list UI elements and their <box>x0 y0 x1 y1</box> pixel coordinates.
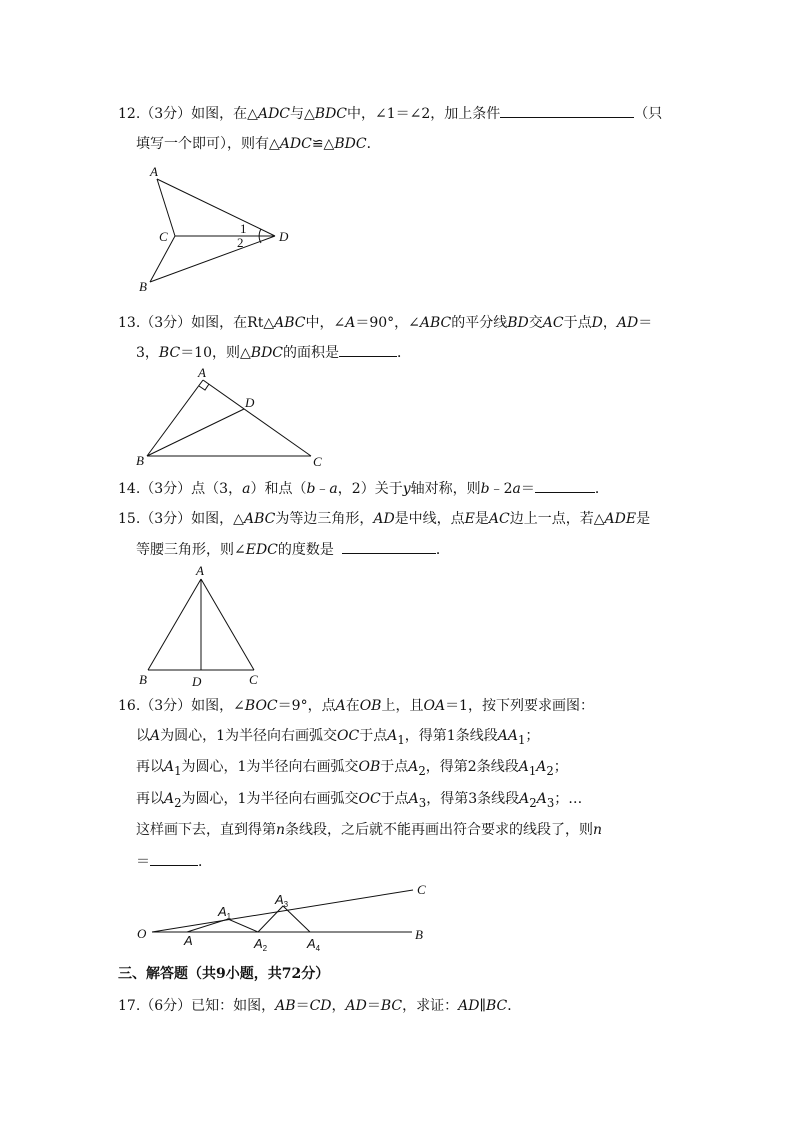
q16-label-A4: $A_4$ <box>307 936 321 953</box>
q12-line1: 12.（3分）如图，在△ADC与△BDC中，∠1＝∠2，加上条件 （只 <box>118 103 662 124</box>
q16-line3: 再以$A_1$为圆心，1为半径向右画弧交OB于点$A_2$，得第2条线段$A_1A_2$； <box>136 759 568 778</box>
q15-line2: 等腰三角形，则∠EDC的度数是 ． <box>136 539 450 560</box>
q13-seg-BD <box>147 409 244 456</box>
q12-label-B: B <box>139 279 147 294</box>
q16-line6: ＝ ． <box>136 851 212 872</box>
q12-seg-AC <box>157 179 175 236</box>
q17-line: 17.（6分）已知：如图，AB＝CD，AD＝BC，求证：AD∥BC． <box>118 998 522 1014</box>
q13-label-D: D <box>245 395 255 410</box>
q13-figure <box>130 365 330 475</box>
q13-label-C: C <box>313 454 322 469</box>
q12-answer-blank[interactable] <box>500 103 634 118</box>
q15-label-D: D <box>192 674 202 689</box>
q16-label-A: A <box>184 933 193 948</box>
q12-figure <box>130 160 310 295</box>
q12-line2: 填写一个即可），则有△ADC≌△BDC． <box>136 136 381 152</box>
q14-answer-blank[interactable] <box>535 478 595 493</box>
q12-seg-AD <box>157 179 275 236</box>
q12-label-1: 1 <box>240 221 247 236</box>
q16-line4: 再以$A_2$为圆心，1为半径向右画弧交OC于点$A_3$，得第3条线段$A_2A_3$；… <box>136 791 583 810</box>
section-3-title: 三、解答题（共9小题，共72分） <box>118 966 330 982</box>
q16-figure <box>130 876 440 956</box>
q16-label-A1: $A_1$ <box>218 904 232 921</box>
q15-seg-AC <box>201 579 254 670</box>
q15-line1: 15.（3分）如图，△ABC为等边三角形，AD是中线，点E是AC边上一点，若△ADE是 <box>118 511 651 527</box>
q16-line1: 16.（3分）如图，∠BOC＝9°，点A在OB上，且OA＝1，按下列要求画图： <box>118 698 594 714</box>
q15-label-C: C <box>249 672 258 687</box>
q12-label-A: A <box>150 164 158 179</box>
q14-line: 14.（3分）点（3，a）和点（b﹣a，2）关于y轴对称，则b﹣2a＝ ． <box>118 478 609 499</box>
q16-label-A2: $A_2$ <box>254 936 268 953</box>
q13-label-A: A <box>198 365 206 380</box>
q15-label-A: A <box>196 563 204 578</box>
q13-line1: 13.（3分）如图，在Rt△ABC中，∠A＝90°，∠ABC的平分线BD交AC于点D，AD＝ <box>118 315 653 331</box>
q16-label-A3: $A_3$ <box>275 892 289 909</box>
q12-label-2: 2 <box>237 235 244 250</box>
q12-label-D: D <box>279 229 289 244</box>
q16-label-C: C <box>417 882 426 897</box>
q16-answer-blank[interactable] <box>150 851 198 866</box>
q12-seg-BD <box>150 236 275 282</box>
q16-label-B: B <box>415 927 423 942</box>
q13-line2: 3，BC＝10，则△BDC的面积是 ． <box>136 342 411 363</box>
q15-figure <box>130 560 280 690</box>
q16-line2: 以A为圆心，1为半径向右画弧交OC于点$A_1$，得第1条线段$AA_1$； <box>136 728 540 747</box>
q16-line5: 这样画下去，直到得第n条线段，之后就不能再画出符合要求的线段了，则n <box>136 822 603 838</box>
q12-label-C: C <box>159 229 168 244</box>
q15-answer-blank[interactable] <box>342 539 436 554</box>
q15-label-B: B <box>139 672 147 687</box>
q13-seg-AB <box>147 380 203 456</box>
q13-right-angle-mark <box>199 384 209 390</box>
q16-label-O: O <box>137 926 147 941</box>
q13-seg-AC <box>203 380 311 456</box>
q13-answer-blank[interactable] <box>339 342 397 357</box>
q13-label-B: B <box>136 453 144 468</box>
q15-seg-AB <box>148 579 201 670</box>
